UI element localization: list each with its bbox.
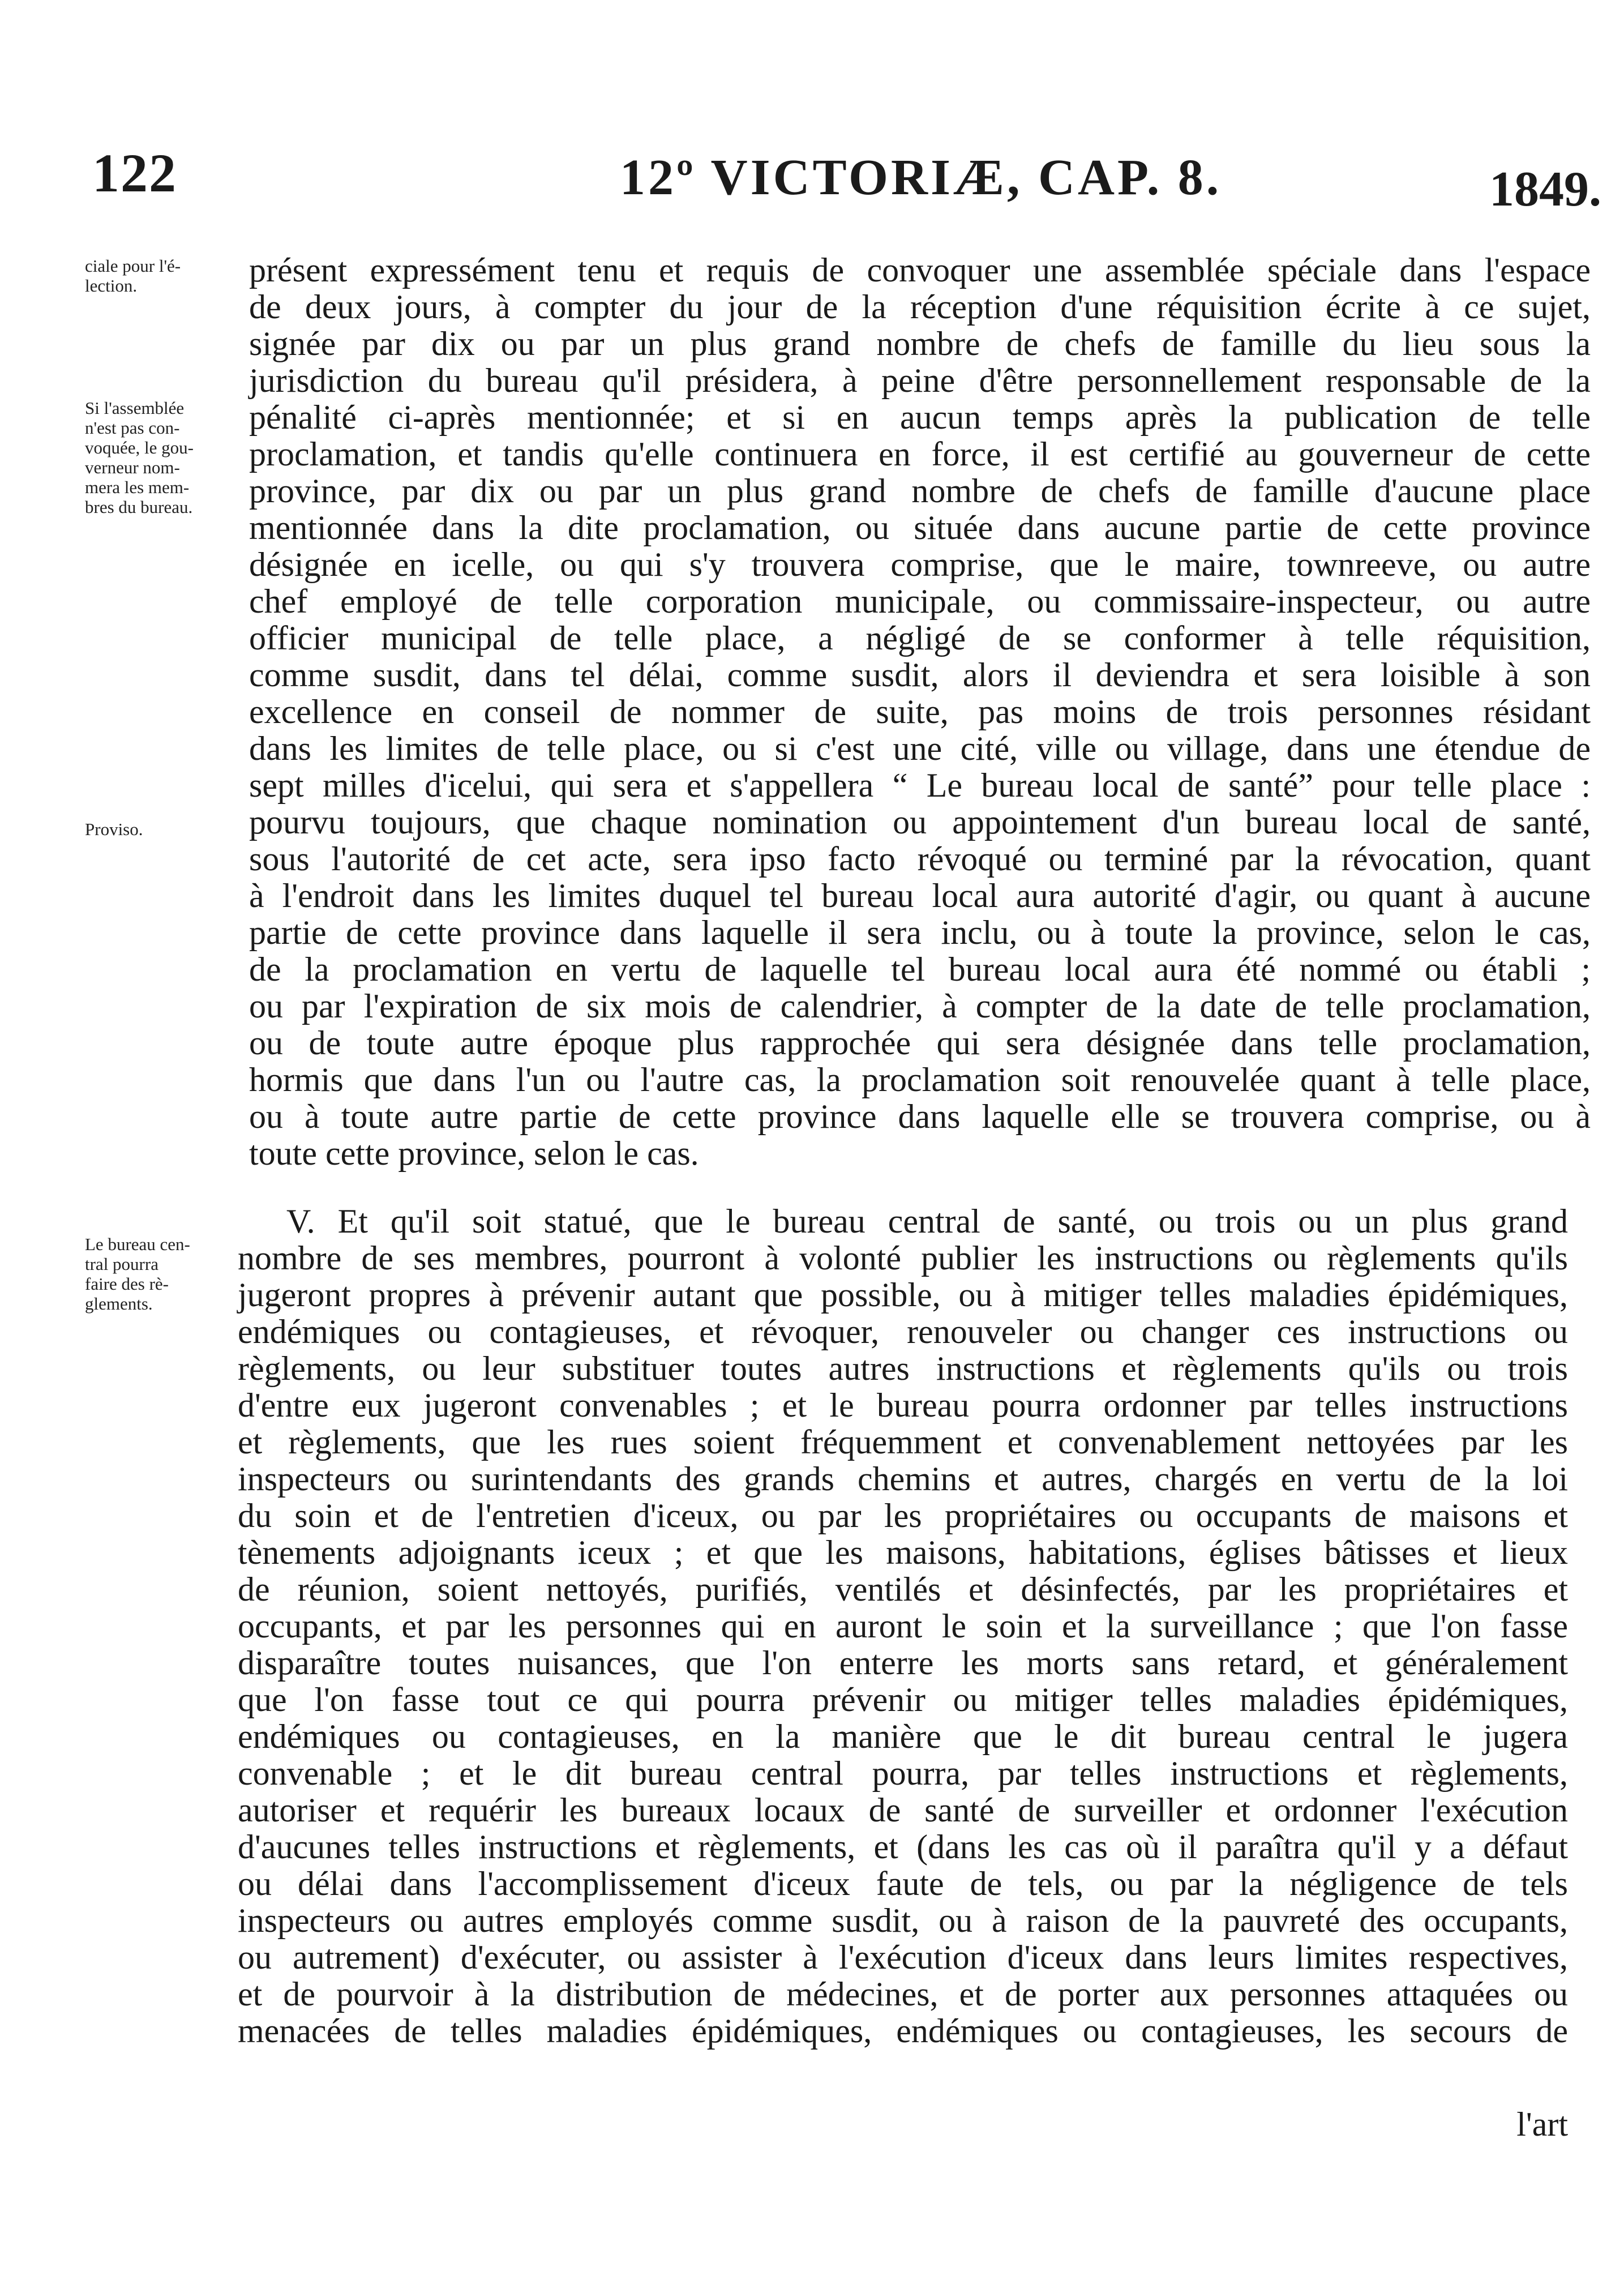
margin-note-assembly <box>85 398 238 517</box>
text-line: et règlements, que les rues soient fréquemment et convenablement nettoyées par les <box>238 1423 1568 1461</box>
text-line: toute cette province, selon le cas. <box>249 1135 699 1172</box>
text-line: pénalité ci-après mentionnée; et si en aucun temps après la publication de telle <box>249 399 1591 436</box>
text-line: mentionnée dans la dite proclamation, ou située dans aucune partie de cette province <box>249 509 1591 546</box>
text-line: règlements, ou leur substituer toutes autres instructions et règlements qu'ils ou trois <box>238 1350 1568 1387</box>
text-line: ou autrement) d'exécuter, ou assister à l'exécution d'iceux dans leurs limites respectives, <box>238 1939 1568 1976</box>
text-line: convenable ; et le dit bureau central pourra, par telles instructions et règlements, <box>238 1755 1568 1792</box>
text-line: proclamation, et tandis qu'elle continuera en force, il est certifié au gouverneur de cette <box>249 435 1591 473</box>
text-line: hormis que dans l'un ou l'autre cas, la proclamation soit renouvelée quant à telle place, <box>249 1061 1591 1098</box>
margin-note-line: bres du bureau. <box>85 497 193 517</box>
text-line: excellence en conseil de nommer de suite, pas moins de trois personnes résidant <box>249 693 1591 730</box>
text-line: V. Et qu'il soit statué, que le bureau central de santé, ou trois ou un plus grand <box>286 1203 1568 1240</box>
text-line: inspecteurs ou autres employés comme susdit, ou à raison de la pauvreté des occupants, <box>238 1902 1568 1939</box>
text-line: chef employé de telle corporation municipale, ou commissaire-inspecteur, ou autre <box>249 583 1591 620</box>
text-line: à l'endroit dans les limites duquel tel bureau local aura autorité d'agir, ou quant à aucune <box>249 877 1591 914</box>
text-line: occupants, et par les personnes qui en auront le soin et la surveillance ; que l'on fasse <box>238 1607 1568 1645</box>
margin-note-line: tral pourra <box>85 1254 158 1274</box>
text-line: tènements adjoignants iceux ; et que les maisons, habitations, églises bâtisses et lieux <box>238 1534 1568 1571</box>
text-line: d'entre eux jugeront convenables ; et le bureau pourra ordonner par telles instructions <box>238 1387 1568 1424</box>
margin-note-line: verneur nom- <box>85 457 180 477</box>
margin-note-line: glements. <box>85 1294 153 1314</box>
text-line: ou délai dans l'accomplissement d'iceux faute de tels, ou par la négligence de tels <box>238 1865 1568 1902</box>
text-line: inspecteurs ou surintendants des grands chemins et autres, chargés en vertu de la loi <box>238 1460 1568 1498</box>
margin-note-line: Le bureau cen- <box>85 1234 190 1254</box>
running-title: 12º VICTORIÆ, CAP. 8. <box>620 149 1222 206</box>
text-line: dans les limites de telle place, ou si c'est une cité, ville ou village, dans une étendue de <box>249 730 1591 767</box>
margin-note-line: voquée, le gou- <box>85 438 194 457</box>
text-line: ou par l'expiration de six mois de calendrier, à compter de la date de telle proclamation, <box>249 987 1591 1025</box>
catchword-block <box>1472 2106 1568 2143</box>
text-line: endémiques ou contagieuses, en la manière que le dit bureau central le jugera <box>238 1718 1568 1755</box>
margin-note-line: n'est pas con- <box>85 418 180 438</box>
text-line: nombre de ses membres, pourront à volonté publier les instructions ou règlements qu'ils <box>238 1239 1568 1277</box>
margin-note-proviso <box>85 819 238 839</box>
text-line: jugeront propres à prévenir autant que possible, ou à mitiger telles maladies épidémiques, <box>238 1276 1568 1314</box>
text-line: menacées de telles maladies épidémiques, endémiques ou contagieuses, les secours de <box>238 2012 1568 2050</box>
text-line: que l'on fasse tout ce qui pourra prévenir ou mitiger telles maladies épidémiques, <box>238 1681 1568 1718</box>
text-line: de la proclamation en vertu de laquelle tel bureau local aura été nommé ou établi ; <box>249 951 1591 988</box>
margin-note-line: lection. <box>85 276 138 296</box>
catchword: l'art <box>1516 2106 1568 2143</box>
text-line: officier municipal de telle place, a négligé de se conformer à telle réquisition, <box>249 619 1591 657</box>
text-line: signée par dix ou par un plus grand nombre de chefs de famille du lieu sous la <box>249 325 1591 362</box>
text-line: sous l'autorité de cet acte, sera ipso facto révoqué ou terminé par la révocation, quant <box>249 840 1591 878</box>
text-line: province, par dix ou par un plus grand nombre de chefs de famille d'aucune place <box>249 472 1591 510</box>
margin-note-line: ciale pour l'é- <box>85 256 181 276</box>
text-line: du soin et de l'entretien d'iceux, ou par les propriétaires ou occupants de maisons et <box>238 1497 1568 1534</box>
text-line: d'aucunes telles instructions et règlements, et (dans les cas où il paraîtra qu'il y a défaut <box>238 1828 1568 1866</box>
margin-note-line: Proviso. <box>85 819 143 839</box>
text-line: endémiques ou contagieuses, et révoquer, renouveler ou changer ces instructions ou <box>238 1313 1568 1350</box>
margin-note-line: Si l'assemblée <box>85 398 185 418</box>
text-line: ou à toute autre partie de cette province dans laquelle elle se trouvera comprise, ou à <box>249 1098 1591 1135</box>
text-line: pourvu toujours, que chaque nomination ou appointement d'un bureau local de santé, <box>249 803 1591 841</box>
body-section-5 <box>238 1203 1568 2050</box>
text-line: et de pourvoir à la distribution de médecines, et de porter aux personnes attaquées ou <box>238 1975 1568 2013</box>
margin-note-line: faire des rè- <box>85 1274 169 1294</box>
body-section-1 <box>249 252 1591 1172</box>
text-line: présent expressément tenu et requis de convoquer une assemblée spéciale dans l'espace <box>249 251 1591 289</box>
text-line: autoriser et requérir les bureaux locaux de santé de surveiller et ordonner l'exécution <box>238 1791 1568 1829</box>
text-line: ou de toute autre époque plus rapprochée qui sera désignée dans telle proclamation, <box>249 1024 1591 1062</box>
margin-note-central-bureau <box>85 1234 238 1314</box>
text-line: partie de cette province dans laquelle il sera inclu, ou à toute la province, selon le cas, <box>249 914 1591 951</box>
page-number: 122 <box>92 143 177 203</box>
text-line: disparaître toutes nuisances, que l'on enterre les morts sans retard, et généralement <box>238 1644 1568 1682</box>
page-year: 1849. <box>1489 162 1601 217</box>
margin-note-line: mera les mem- <box>85 477 190 497</box>
text-line: désignée en icelle, ou qui s'y trouvera comprise, que le maire, townreeve, ou autre <box>249 546 1591 583</box>
text-line: de réunion, soient nettoyés, purifiés, ventilés et désinfectés, par les propriétaires et <box>238 1571 1568 1608</box>
text-line: de deux jours, à compter du jour de la réception d'une réquisition écrite à ce sujet, <box>249 288 1591 326</box>
text-line: sept milles d'icelui, qui sera et s'appellera “ Le bureau local de santé” pour telle place : <box>249 767 1591 804</box>
text-line: comme susdit, dans tel délai, comme susdit, alors il deviendra et sera loisible à son <box>249 656 1591 694</box>
margin-note-election <box>85 256 238 296</box>
text-line: jurisdiction du bureau qu'il présidera, à peine d'être personnellement responsable de la <box>249 362 1591 399</box>
